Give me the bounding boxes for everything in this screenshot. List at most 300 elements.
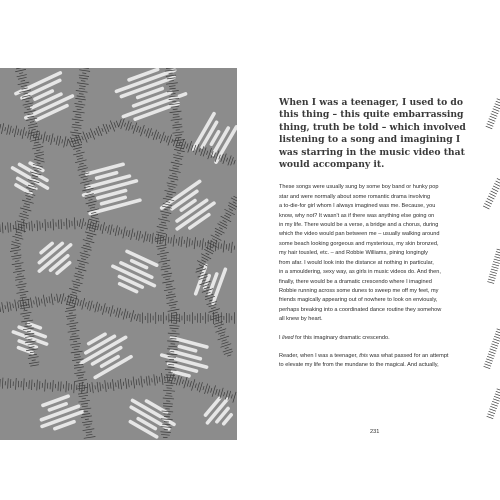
hatch-tick — [172, 132, 183, 133]
hatch-tick — [488, 414, 495, 416]
hatch-tick — [5, 127, 6, 131]
hatch-tick — [30, 122, 34, 123]
hatch-tick — [159, 243, 163, 244]
hatch-tick — [163, 237, 164, 241]
hatch-tick — [164, 190, 176, 193]
hatch-tick — [161, 258, 167, 259]
hatch-tick — [77, 109, 82, 110]
hatch-tick — [78, 101, 82, 102]
hatch-tick — [166, 83, 178, 84]
hatch-tick — [20, 129, 21, 135]
hatch-tick — [218, 242, 219, 250]
hatch-tick — [34, 142, 39, 143]
hatch-tick — [167, 349, 177, 350]
hatch-tick — [170, 111, 182, 112]
hatch-tick — [167, 194, 173, 195]
stripe-band — [72, 324, 138, 383]
patterned-illustration — [0, 68, 237, 440]
hatch-tick — [35, 154, 44, 156]
hatch-tick — [83, 245, 91, 247]
hatch-tick — [129, 313, 130, 318]
hatch-tick — [160, 211, 171, 213]
hatch-tick — [226, 158, 227, 162]
hatch-tick — [156, 132, 159, 140]
hatch-tick — [231, 157, 234, 165]
body-line: friends magically appearing out of nowhere to look on enviously, — [279, 297, 438, 304]
hatch-tick — [77, 83, 89, 85]
hatch-tick — [136, 379, 137, 385]
hatch-tick — [81, 68, 89, 69]
hatch-tick — [36, 150, 40, 151]
hatch-tick — [175, 122, 179, 123]
hatch-tick — [87, 383, 88, 393]
hatch-tick — [87, 301, 89, 309]
hatch-tick — [102, 303, 105, 315]
hatch-tick — [36, 157, 44, 159]
hatch-tick — [51, 133, 53, 144]
hatch-tick — [31, 380, 32, 390]
hatch-tick — [229, 209, 233, 211]
hatch-tick — [227, 355, 231, 356]
hatch-tick — [66, 315, 76, 317]
hatch-tick — [79, 163, 83, 164]
hatch-tick — [199, 148, 200, 152]
hatch-tick — [495, 104, 500, 107]
hatch-tick — [41, 299, 42, 304]
hatch-tick — [70, 321, 74, 322]
hatch-tick — [66, 304, 75, 306]
hatch-tick — [163, 406, 172, 407]
hatch-tick — [129, 230, 130, 237]
hatch-tick — [219, 227, 223, 229]
body-line: in my life. There would be a verse, a bridge and a chorus, during — [279, 222, 439, 229]
hatch-tick — [43, 295, 45, 307]
light-stripe — [159, 179, 202, 211]
hatch-tick — [172, 124, 181, 125]
hatch-tick — [101, 306, 102, 311]
hatch-tick — [30, 139, 42, 142]
hatch-line — [65, 68, 100, 438]
hatch-tick — [154, 374, 155, 385]
hatch-tick — [15, 278, 25, 280]
hatch-tick — [118, 380, 119, 389]
hatch-tick — [179, 141, 180, 145]
body-line — [279, 334, 481, 343]
hatch-tick — [171, 315, 178, 316]
hatch-tick — [171, 119, 183, 120]
hatch-tick — [158, 219, 170, 222]
hatch-tick — [110, 120, 114, 131]
hatch-tick — [118, 308, 120, 318]
hatch-tick — [78, 377, 83, 378]
hatch-line — [0, 293, 234, 324]
hatch-tick — [211, 307, 216, 309]
hatch-tick — [31, 134, 38, 136]
hatch-tick — [15, 234, 22, 236]
hatch-tick — [73, 152, 84, 155]
hatch-tick — [139, 378, 140, 385]
hatch-tick — [175, 160, 179, 161]
hatch-tick — [162, 217, 167, 218]
hatch-tick — [110, 225, 112, 235]
hatch-tick — [24, 221, 25, 233]
hatch-tick — [79, 78, 88, 79]
hatch-tick — [66, 218, 67, 229]
hatch-tick — [161, 266, 170, 268]
hatch-tick — [56, 136, 58, 145]
hatch-tick — [20, 297, 27, 298]
hatch-tick — [5, 305, 6, 309]
hatch-tick — [160, 235, 161, 244]
hatch-tick — [131, 310, 134, 322]
hatch-tick — [189, 238, 190, 246]
hatch-tick — [22, 200, 34, 203]
hatch-tick — [134, 233, 135, 237]
hatch-tick — [201, 254, 211, 259]
hatch-tick — [209, 246, 213, 248]
stripe-band — [159, 179, 221, 237]
hatch-tick — [78, 393, 88, 394]
hatch-tick — [72, 281, 83, 284]
hatch-tick — [19, 216, 29, 219]
text-run: Reader, when I was a teenager, — [279, 352, 360, 359]
hatch-tick — [108, 383, 109, 389]
hatch-tick — [163, 398, 174, 399]
hatch-tick — [0, 304, 1, 312]
hatch-tick — [75, 268, 86, 271]
hatch-tick — [160, 230, 164, 231]
hatch-tick — [224, 215, 230, 218]
hatch-tick — [207, 386, 209, 394]
hatch-tick — [171, 181, 175, 182]
hatch-tick — [91, 217, 99, 219]
hatch-tick — [492, 267, 499, 269]
hatch-tick — [49, 135, 50, 142]
hatch-tick — [28, 126, 38, 128]
hatch-tick — [487, 198, 493, 201]
hatch-tick — [80, 253, 90, 256]
hatch-tick — [174, 149, 185, 151]
hatch-tick — [26, 198, 31, 199]
emphasis-text: lived — [282, 334, 294, 341]
body-line: a to-die-for girl whom I always imagined was me. Because, you — [279, 203, 436, 210]
hatch-tick — [129, 122, 132, 130]
hatch-tick — [199, 264, 204, 266]
hatch-tick — [64, 136, 66, 147]
hatch-tick — [225, 347, 229, 348]
hatch-tick — [212, 312, 218, 314]
hatch-tick — [222, 340, 227, 342]
hatch-tick — [10, 223, 11, 232]
hatch-tick — [28, 130, 30, 138]
hatch-tick — [161, 434, 170, 435]
hatch-tick — [205, 384, 208, 394]
hatch-tick — [157, 234, 158, 244]
hatch-tick — [487, 356, 494, 358]
hatch-tick — [173, 165, 179, 166]
hatch-tick — [218, 224, 227, 229]
hatch-tick — [160, 432, 170, 433]
hatch-tick — [23, 103, 34, 105]
hatch-tick — [75, 117, 82, 118]
hatch-tick — [28, 357, 39, 359]
hatch-tick — [494, 259, 500, 261]
hatch-tick — [75, 106, 83, 107]
hatch-tick — [166, 294, 175, 296]
hatch-tick — [74, 381, 75, 393]
hatch-tick — [489, 277, 496, 279]
hatch-tick — [92, 382, 93, 393]
hatch-tick — [491, 404, 498, 406]
hatch-tick — [125, 378, 126, 389]
hatch-tick — [77, 370, 81, 371]
hatch-tick — [77, 260, 89, 263]
headline-line: this thing – this quite embarrassing — [279, 109, 464, 121]
hatch-tick — [488, 196, 494, 199]
hatch-tick — [20, 213, 29, 215]
hatch-tick — [169, 320, 180, 321]
hatch-tick — [72, 119, 83, 121]
hatch-tick — [77, 299, 79, 305]
hatch-tick — [215, 234, 219, 236]
hatch-tick — [494, 257, 500, 259]
hatch-tick — [79, 86, 85, 87]
hatch-tick — [173, 117, 180, 118]
hatch-tick — [234, 160, 235, 164]
hatch-tick — [16, 284, 27, 286]
hatch-tick — [494, 396, 500, 398]
hatch-tick — [220, 388, 223, 399]
hatch-tick — [190, 381, 192, 387]
hatch-tick — [82, 421, 92, 423]
hatch-tick — [487, 282, 494, 284]
hatch-tick — [226, 213, 232, 216]
hatch-tick — [167, 301, 178, 303]
hatch-tick — [46, 297, 47, 303]
hatch-tick — [21, 80, 25, 81]
hatch-tick — [85, 222, 86, 226]
hatch-tick — [84, 184, 90, 185]
hatch-tick — [0, 124, 1, 132]
hatch-tick — [75, 122, 79, 123]
hatch-tick — [8, 378, 9, 388]
hatch-tick — [82, 406, 88, 407]
hatch-tick — [12, 263, 24, 265]
hatch-tick — [136, 126, 138, 132]
hatch-tick — [34, 152, 44, 154]
hatch-tick — [74, 276, 84, 279]
hatch-tick — [485, 361, 492, 363]
hatch-tick — [88, 204, 95, 206]
hatch-tick — [17, 75, 27, 77]
hatch-tick — [106, 307, 107, 313]
hatch-tick — [200, 240, 201, 247]
hatch-tick — [164, 271, 168, 272]
hatch-tick — [211, 388, 212, 393]
hatch-tick — [87, 235, 93, 237]
hatch-tick — [491, 344, 498, 346]
hatch-tick — [124, 123, 125, 127]
hatch-tick — [69, 288, 81, 291]
hatch-tick — [226, 244, 227, 249]
hatch-tick — [491, 191, 497, 194]
hatch-tick — [7, 302, 9, 312]
hatch-tick — [195, 383, 196, 387]
hatch-tick — [495, 254, 500, 256]
hatch-tick — [202, 238, 203, 250]
hatch-tick — [142, 234, 143, 238]
hatch-tick — [28, 124, 37, 126]
hatch-tick — [20, 208, 31, 211]
hatch-tick — [159, 134, 161, 139]
hatch-tick — [487, 124, 493, 127]
hatch-tick — [176, 145, 183, 146]
stripe-band — [28, 232, 81, 283]
hatch-tick — [123, 227, 126, 239]
body-line: some beach looking gorgeous and mysterious, my skin bronzed, — [279, 240, 439, 247]
hatch-tick — [172, 168, 178, 169]
hatch-tick — [85, 419, 89, 420]
hatch-tick — [86, 238, 92, 240]
hatch-tick — [144, 231, 146, 242]
stripe-band — [192, 260, 227, 305]
hatch-tick — [108, 307, 110, 314]
hatch-tick — [490, 406, 497, 408]
hatch-tick — [106, 124, 109, 132]
hatch-tick — [172, 173, 177, 174]
hatch-line — [0, 373, 236, 403]
hatch-tick — [45, 219, 46, 231]
hatch-tick — [81, 81, 85, 82]
hatch-tick — [176, 137, 181, 138]
hatch-tick — [12, 258, 21, 259]
hatch-tick — [72, 124, 81, 125]
hatch-tick — [169, 175, 177, 177]
hatch-tick — [163, 263, 168, 264]
hatch-tick — [492, 341, 499, 343]
hatch-tick — [74, 349, 79, 350]
hatch-tick — [493, 109, 499, 112]
hatch-tick — [97, 382, 98, 392]
hatch-tick — [163, 390, 175, 391]
hatch-tick — [168, 189, 173, 190]
hatch-tick — [161, 268, 171, 270]
hatch-tick — [173, 235, 174, 247]
hatch-tick — [167, 183, 178, 185]
hatch-tick — [69, 139, 72, 146]
hatch-tick — [89, 132, 91, 138]
hatch-tick — [12, 242, 22, 245]
hatch-tick — [90, 301, 93, 311]
hatch-tick — [224, 352, 233, 355]
hatch-tick — [197, 261, 208, 267]
hatch-tick — [191, 379, 194, 390]
hatch-tick — [492, 264, 499, 266]
body-line: from afar. I would look into the distance at nothing in particular, — [279, 259, 434, 266]
hatch-tick — [80, 180, 92, 183]
hatch-tick — [168, 367, 175, 368]
hatch-tick — [33, 144, 40, 146]
hatch-tick — [173, 114, 179, 115]
text-run: I — [279, 334, 283, 341]
body-line: perhaps breaking into a coordinated dance routine they somehow — [279, 306, 442, 313]
hatch-tick — [489, 119, 495, 122]
hatch-tick — [17, 291, 29, 293]
hatch-tick — [70, 326, 76, 327]
hatch-tick — [31, 183, 35, 184]
hatch-tick — [72, 135, 79, 136]
hatch-tick — [491, 346, 498, 348]
body-line: my hair tousled, etc. – and Robbie Williams, pining longingly — [279, 250, 428, 257]
hatch-tick — [221, 342, 228, 344]
hatch-tick — [212, 385, 215, 396]
hatch-tick — [164, 136, 166, 142]
hatch-tick — [75, 160, 86, 163]
hatch-tick — [197, 382, 199, 390]
hatch-tick — [160, 132, 164, 143]
hatch-tick — [12, 236, 23, 239]
hatch-tick — [53, 380, 54, 392]
hatch-tick — [166, 284, 172, 285]
hatch-tick — [489, 274, 496, 276]
hatch-tick — [171, 312, 176, 313]
hatch-tick — [165, 369, 177, 370]
hatch-tick — [216, 389, 218, 395]
hatch-tick — [221, 216, 231, 222]
hatch-tick — [484, 203, 490, 206]
hatch-tick — [81, 218, 83, 229]
hatch-tick — [81, 171, 85, 172]
light-stripe — [214, 406, 230, 424]
hatch-tick — [65, 310, 76, 312]
hatch-tick — [161, 273, 172, 275]
hatch-tick — [81, 403, 88, 404]
hatch-tick — [11, 255, 21, 257]
hatch-tick — [24, 203, 30, 205]
hatch-tick — [168, 178, 178, 180]
hatch-tick — [221, 244, 222, 249]
body-line: which the video would pan between me – usually walking around — [279, 231, 440, 238]
hatch-tick — [76, 155, 82, 157]
hatch-tick — [95, 302, 98, 313]
hatched-pattern — [0, 68, 237, 440]
hatch-tick — [2, 302, 4, 313]
body-line: star and were normally about some romantic drama involving — [279, 193, 431, 200]
hatch-tick — [30, 130, 32, 140]
body-line: Robbie running across some dunes to sweep me off my feet, my — [279, 287, 439, 294]
hatch-tick — [140, 125, 144, 136]
hatch-tick — [23, 378, 24, 390]
hatch-tick — [184, 377, 187, 388]
light-stripe — [169, 335, 209, 349]
hatch-tick — [54, 138, 55, 142]
body-line: finally, there would be a dramatic crescendo where I imagined — [279, 278, 432, 285]
hatch-tick — [214, 324, 223, 327]
hatch-tick — [218, 327, 222, 328]
hatch-tick — [67, 318, 76, 319]
hatch-tick — [67, 139, 69, 146]
hatch-tick — [118, 227, 120, 235]
hatch-tick — [70, 343, 81, 345]
hatch-tick — [83, 424, 92, 425]
hatch-tick — [203, 148, 206, 157]
hatch-tick — [79, 70, 90, 72]
hatch-tick — [79, 219, 81, 227]
stripe-band — [200, 392, 237, 433]
hatch-tick — [79, 75, 89, 76]
hatch-tick — [77, 96, 86, 97]
hatch-tick — [15, 240, 19, 241]
